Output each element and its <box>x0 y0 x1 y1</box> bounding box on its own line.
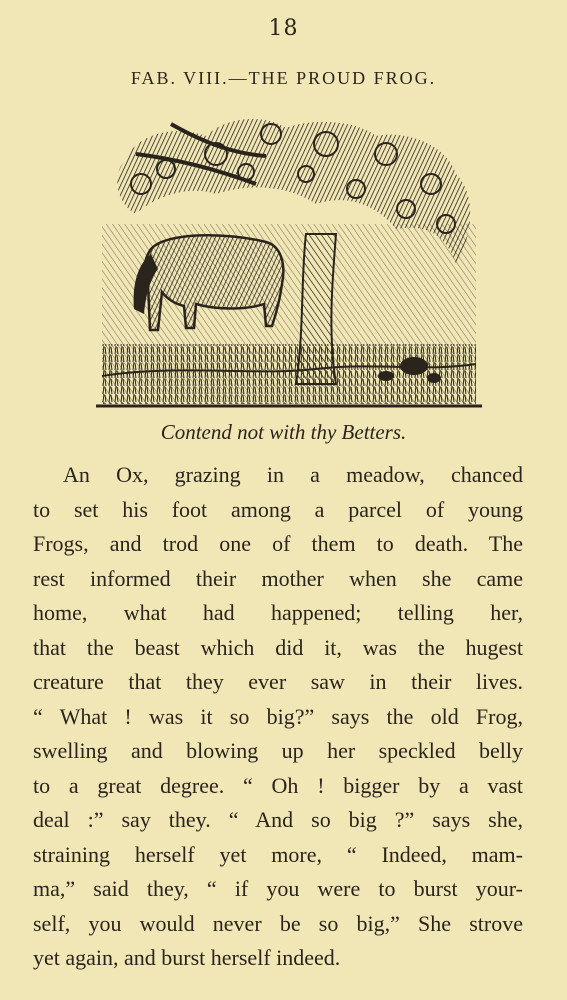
text-line: that the beast which did it, was the hugest <box>33 634 523 660</box>
text-line: self, you would never be so big,” She strove <box>33 910 523 936</box>
text-line: yet again, and burst herself indeed. <box>33 945 341 970</box>
fable-title: FAB. VIII.—THE PROUD FROG. <box>130 68 437 88</box>
illustration-caption: Contend not with thy Betters. <box>160 420 407 444</box>
page-number: 18 <box>268 16 299 41</box>
text-line: ma,” said they, “ if you were to burst your- <box>33 876 523 901</box>
text-line: Frogs, and trod one of them to death. The <box>33 531 523 556</box>
text-line: rest informed their mother when she came <box>33 565 523 591</box>
text-line: to a great degree. “ Oh ! bigger by a vast <box>33 772 523 798</box>
woodcut-ox-grazing-under-tree-icon <box>96 114 482 412</box>
text-line: swelling and blowing up her speckled belly <box>33 738 523 763</box>
text-line: An Ox, grazing in a meadow, chanced <box>63 462 523 487</box>
text-line: to set his foot among a parcel of young <box>33 496 523 522</box>
text-line: creature that they ever saw in their lives. <box>33 669 523 694</box>
text-line: deal :” say they. “ And so big ?” says she, <box>33 807 523 832</box>
text-line: home, what had happened; telling her, <box>33 600 523 625</box>
fable-body <box>33 458 523 976</box>
text-line: “ What ! was it so big?” says the old Frog, <box>33 703 523 729</box>
text-line: straining herself yet more, “ Indeed, mam- <box>33 841 523 867</box>
